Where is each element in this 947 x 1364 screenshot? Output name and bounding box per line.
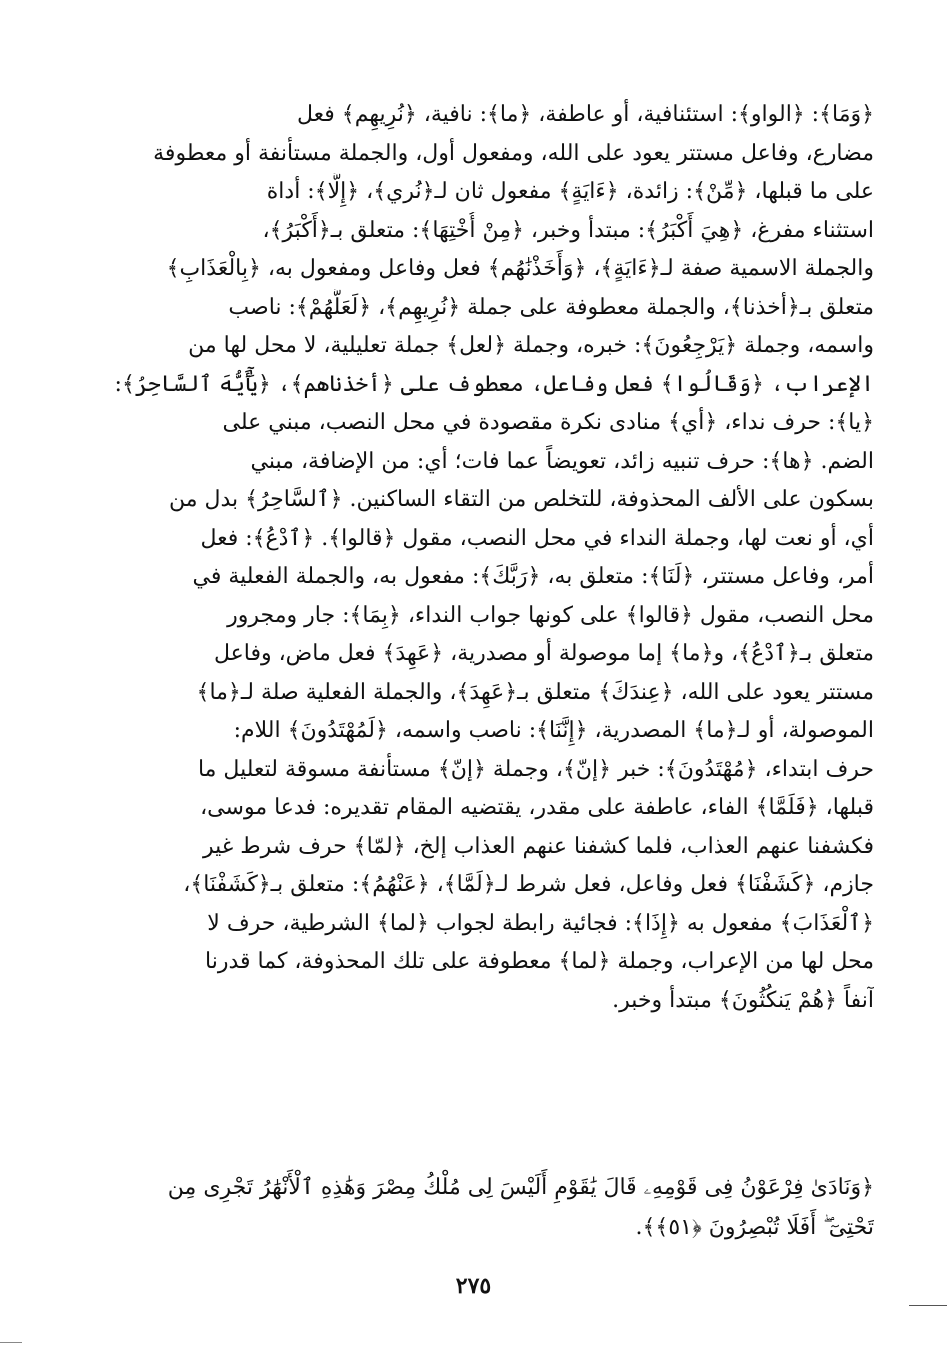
scan-edge-mark — [0, 1342, 22, 1343]
paragraph-line: مستتر يعود على الله، ﴿عِندَكَ﴾ متعلق بـ﴿عَهِدَ﴾، والجملة الفعلية صلة لـ﴿ما﴾ — [196, 679, 874, 705]
paragraph-line: والجملة الاسمية صفة لـ﴿ءَايَةٍ﴾، ﴿وَأَخَذْنَٰهُم﴾ فعل وفاعل ومفعول به، ﴿بِالْعَذَابِ﴾ — [166, 256, 874, 281]
scan-edge-mark — [909, 1305, 947, 1306]
paragraph-line: أي، أو نعت لها، وجملة النداء في محل النصب، مقول ﴿قالوا﴾. ﴿ٱدْعُ﴾: فعل — [200, 525, 874, 551]
verse-line: ﴿وَنَادَىٰ فِرْعَوْنُ فِى قَوْمِهِۦ قَالَ يَٰقَوْمِ أَلَيْسَ لِى مُلْكُ مِصْرَ وَهَٰذِهِ ٱلْأَنْهَٰرُ تَجْرِى مِن — [167, 1175, 874, 1200]
paragraph-line: متعلق بـ﴿ٱدْعُ﴾، و﴿ما﴾ إما موصولة أو مصدرية، ﴿عَهِدَ﴾ فعل ماض، وفاعل — [213, 641, 874, 666]
page-number: ٢٧٥ — [455, 1273, 492, 1299]
paragraph-line: ﴿يا﴾: حرف نداء، ﴿أي﴾ منادى نكرة مقصودة في محل النصب، مبني على — [222, 410, 874, 435]
paragraph-line: على ما قبلها، ﴿مِّنْ﴾: زائدة، ﴿ءَايَةٍ﴾ مفعول ثان لـ﴿نُري﴾، ﴿إِلَّا﴾: أداة — [266, 179, 874, 204]
paragraph-line: ﴿ٱلْعَذَابَ﴾ مفعول به ﴿إِذَا﴾: فجائية رابطة لجواب ﴿لما﴾ الشرطية، حرف لا — [207, 910, 874, 936]
paragraph-line: آنفاً ﴿هُمْ يَنكُثُونَ﴾ مبتدأ وخبر. — [612, 987, 874, 1013]
commentary-paragraph — [92, 96, 874, 1020]
paragraph-line: واسمه، وجملة ﴿يَرْجِعُونَ﴾: خبره، وجملة ﴿لعل﴾ جملة تعليلية، لا محل لها من — [188, 333, 874, 358]
paragraph-line: الإعراب، ﴿وَقَالُوا﴾ فعل وفاعل، معطوف على ﴿أخذناهم﴾، ﴿يَٰٓأَيُّهَ ٱلسَّاحِرُ﴾: — [114, 371, 874, 397]
paragraph-line: بسكون على الألف المحذوفة، للتخلص من التقاء الساكنين. ﴿ٱلسَّاحِرُ﴾ بدل من — [168, 487, 874, 512]
paragraph-line: حرف ابتداء، ﴿مُهْتَدُونَ﴾: خبر ﴿إنّ﴾، وجملة ﴿إنّ﴾ مستأنفة مسوقة لتعليل ما — [197, 756, 874, 782]
paragraph-line: محل لها من الإعراب، وجملة ﴿لما﴾ معطوفة على تلك المحذوفة، كما قدرنا — [205, 949, 874, 974]
paragraph-line: الموصولة، أو لـ﴿ما﴾ المصدرية، ﴿إِنَّنَا﴾: ناصب واسمه، ﴿لَمُهْتَدُونَ﴾ اللام: — [233, 718, 874, 743]
paragraph-line: فكشفنا عنهم العذاب، فلما كشفنا عنهم العذاب إلخ، ﴿لمّا﴾ حرف شرط غير — [202, 833, 874, 859]
paragraph-line: استثناء مفرغ، ﴿هِيَ أَكْبَرُ﴾: مبتدأ وخبر، ﴿مِنْ أُخْتِهَا﴾: متعلق بـ﴿أَكْبَرُ﴾، — [262, 217, 874, 243]
paragraph-line: ﴿وَمَا﴾: ﴿الواو﴾: استئنافية، أو عاطفة، ﴿ما﴾: نافية، ﴿نُرِيهِم﴾ فعل — [297, 102, 874, 127]
paragraph-line: أمر، وفاعل مستتر، ﴿لَنَا﴾: متعلق به، ﴿رَبَّكَ﴾: مفعول به، والجملة الفعلية في — [192, 564, 874, 589]
paragraph-line: قبلها، ﴿فَلَمَّا﴾ الفاء، عاطفة على مقدر، يقتضيه المقام تقديره: فدعا موسى، — [200, 795, 874, 820]
paragraph-line: جازم، ﴿كَشَفْنَا﴾ فعل وفاعل، فعل شرط لـ﴿لَمَّا﴾، ﴿عَنْهُمُ﴾: متعلق بـ﴿كَشَفْنَا﴾، — [183, 872, 874, 897]
paragraph-line: محل النصب، مقول ﴿قالوا﴾ على كونها جواب النداء، ﴿بِمَا﴾: جار ومجرور — [227, 602, 874, 628]
verse-line: تَحْتِىٓ ۖ أَفَلَا تُبْصِرُونَ ﴿٥١﴾﴾. — [635, 1215, 874, 1240]
paragraph-line: الضم. ﴿ها﴾: حرف تنبيه زائد، تعويضاً عما فات؛ أي: من الإضافة، مبني — [250, 448, 874, 474]
paragraph-line: مضارع، وفاعل مستتر يعود على الله، ومفعول أول، والجملة مستأنفة أو معطوفة — [153, 140, 874, 166]
quran-verse — [92, 1168, 874, 1248]
paragraph-line: متعلق بـ﴿أخذنا﴾، والجملة معطوفة على جملة ﴿نُرِيهِم﴾، ﴿لَعَلَّهُمْ﴾: ناصب — [228, 294, 874, 320]
